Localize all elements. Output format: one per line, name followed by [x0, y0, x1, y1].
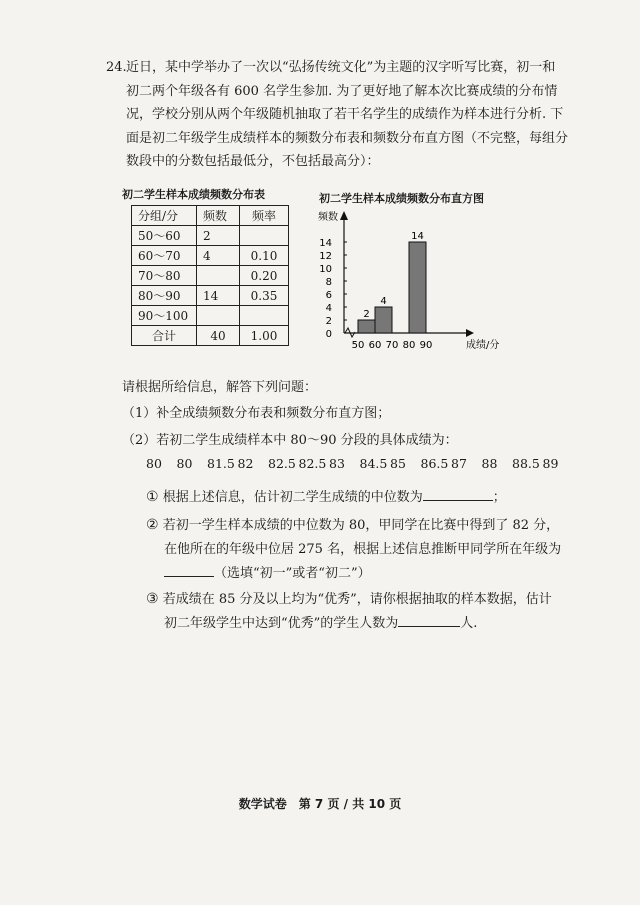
sub3-tail: 人.	[460, 616, 478, 631]
y-tick-label: 4	[325, 303, 332, 314]
table-cell: 0.10	[240, 246, 289, 266]
intro-line: 面是初二年级学生成绩样本的频数分布表和频数分布直方图（不完整，每组分	[126, 130, 569, 146]
histogram	[314, 206, 514, 356]
table-header-cell: 频率	[240, 206, 289, 226]
sub3-line1: 若成绩在 85 分及以上均为“优秀”，请你根据抽取的样本数据，估计	[162, 592, 552, 607]
x-tick-label: 80	[402, 340, 416, 351]
table-cell: 4	[197, 246, 240, 266]
circled-number: ③	[146, 591, 159, 607]
score-value: 86.5	[420, 456, 449, 471]
table-title: 初二学生样本成绩频数分布表	[122, 188, 265, 201]
score-value: 81.5	[207, 456, 235, 471]
table-cell: 70～80	[132, 266, 197, 286]
x-tick-label: 70	[385, 340, 399, 351]
table-header-cell: 频数	[197, 206, 240, 226]
table-cell: 90～100	[132, 306, 197, 326]
intro-line: 数段中的分数包括最低分，不包括最高分）：	[126, 154, 380, 169]
part1-text: （1）补全成绩频数分布表和频数分布直方图；	[122, 406, 391, 421]
score-value: 84.5	[359, 456, 388, 471]
frequency-table	[131, 205, 289, 346]
part2-text: （2）若初二学生成绩样本中 80～90 分段的具体成绩为：	[122, 433, 458, 448]
bar-value-label: 4	[380, 296, 387, 307]
table-total-row	[132, 326, 289, 346]
circled-number: ②	[146, 517, 159, 533]
x-tick-label: 50	[351, 340, 365, 351]
score-value: 82.5	[298, 456, 327, 471]
y-axis-label: 频数	[318, 212, 338, 223]
score-value: 80	[146, 456, 162, 471]
table-row	[132, 226, 289, 246]
table-row	[132, 246, 289, 266]
score-value: 85	[390, 456, 406, 471]
x-axis-label: 成绩/分	[466, 340, 500, 351]
intro-line: 初二两个年级各有 600 名学生参加. 为了更好地了解本次比赛成绩的分布情	[126, 83, 558, 99]
sub-question-1	[146, 486, 506, 505]
score-value: 83	[329, 456, 345, 471]
page-footer: 数学试卷 第 7 页 / 共 10 页	[238, 797, 402, 811]
sub3-line2-wrap	[164, 612, 477, 631]
sub2-line1: 若初一学生样本成绩的中位数为 80，甲同学在比赛中得到了 82 分，	[162, 518, 560, 533]
score-value: 88.5	[512, 456, 540, 471]
y-tick-label: 6	[325, 290, 332, 301]
table-cell: 2	[197, 226, 240, 246]
sub-question-3	[146, 588, 552, 607]
x-tick-label: 90	[419, 340, 433, 351]
y-axis-arrow	[340, 211, 348, 220]
x-tick-label: 60	[368, 340, 382, 351]
table-header-cell: 分组/分	[132, 206, 197, 226]
table-cell	[197, 266, 240, 286]
sub2-line2: 在他所在的年级中位居 275 名，根据上述信息推断甲同学所在年级为	[164, 542, 562, 557]
histogram-bar	[358, 320, 375, 333]
answer-blank[interactable]	[398, 612, 460, 627]
score-value: 82	[237, 456, 254, 471]
y-tick-label: 0	[325, 329, 332, 340]
table-cell: 40	[197, 326, 240, 346]
table-header-row	[132, 206, 289, 226]
bar-value-label: 2	[363, 309, 370, 320]
sub-question-2	[146, 514, 559, 533]
intro-line: 近日，某中学举办了一次以“弘扬传统文化”为主题的汉字听写比赛，初一和	[126, 60, 556, 75]
y-tick-label: 8	[325, 277, 332, 288]
sub1-tail: ；	[492, 490, 506, 505]
histogram-bar	[375, 307, 392, 333]
score-value: 80	[176, 456, 193, 471]
y-tick-label: 12	[319, 251, 332, 262]
y-tick-label: 2	[325, 316, 332, 327]
sub3-line2: 初二年级学生中达到“优秀”的学生人数为	[164, 616, 399, 631]
table-cell	[240, 306, 289, 326]
table-cell: 80～90	[132, 286, 197, 306]
score-value: 87	[451, 456, 467, 471]
sub1-text: 根据上述信息，估计初二学生成绩的中位数为	[162, 490, 423, 505]
question-intro	[106, 56, 569, 174]
intro-line: 况，学校分别从两个年级随机抽取了若干名学生的成绩作为样本进行分析. 下	[126, 107, 564, 122]
score-value: 82.5	[268, 456, 296, 471]
answer-blank[interactable]	[164, 562, 214, 577]
table-cell: 14	[197, 286, 240, 306]
table-cell: 0.35	[240, 286, 289, 306]
table-cell: 1.00	[240, 326, 289, 346]
sub2-line3-wrap	[164, 562, 371, 581]
question-number: 24.	[106, 60, 127, 75]
table-row	[132, 286, 289, 306]
bar-value-label: 14	[411, 231, 424, 242]
histogram-bar	[409, 242, 426, 333]
y-tick-label: 14	[319, 238, 332, 249]
table-cell: 合计	[132, 326, 197, 346]
instructions: 请根据所给信息，解答下列问题：	[122, 380, 318, 395]
answer-blank[interactable]	[423, 486, 493, 501]
table-cell: 0.20	[240, 266, 289, 286]
y-tick-label: 10	[319, 264, 332, 275]
table-row	[132, 266, 289, 286]
x-axis-arrow	[466, 329, 474, 337]
histogram-title: 初二学生样本成绩频数分布直方图	[319, 192, 484, 205]
table-cell	[240, 226, 289, 246]
score-value: 88	[481, 456, 498, 471]
circled-number: ①	[146, 489, 159, 505]
table-cell: 50～60	[132, 226, 197, 246]
sub2-line3: （选填“初一”或者“初二”）	[214, 566, 371, 581]
table-cell	[197, 306, 240, 326]
table-cell: 60～70	[132, 246, 197, 266]
table-row	[132, 306, 289, 326]
score-value: 89	[542, 456, 559, 471]
